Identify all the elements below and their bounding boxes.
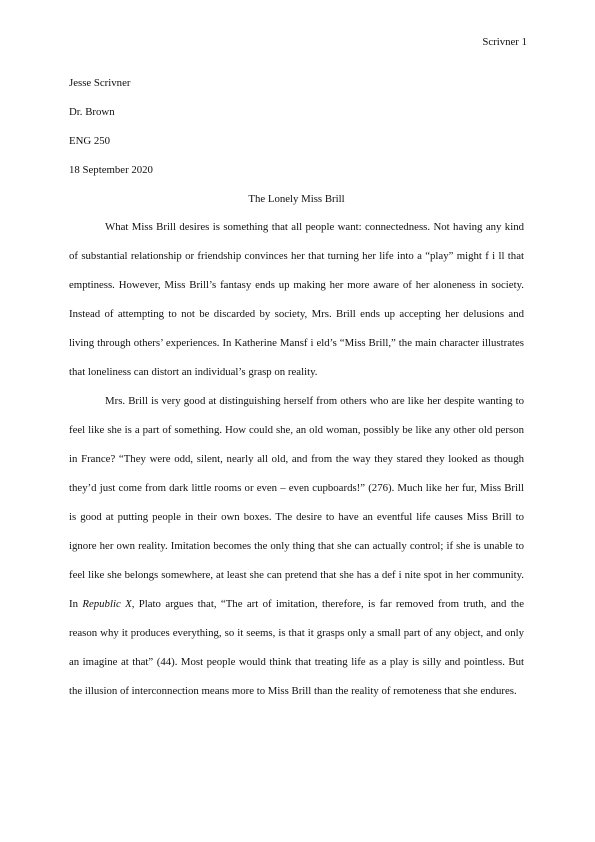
instructor-name: Dr. Brown bbox=[69, 105, 115, 118]
paragraph-2-text-a: Mrs. Brill is very good at distinguishing herself from others who are like her despite wanting to feel like she is a part of something. How could she, an old woman, possibly be like any other old person in France? “They were odd, silent, nearly all old, and from the way they stared they looked as though they’d just come from dark little rooms or even – even cupboards!” (276). Much like her fur, Miss Brill is good at putting people in their own boxes. The desire to have an eventful life causes Miss Brill to ignore her own reality. Imitation becomes the only thing that she can actually control; if she is unable to feel like she belongs somewhere, at least she can pretend that she has a def i nite spot in her community. In bbox=[69, 395, 524, 610]
paragraph-2 bbox=[69, 387, 524, 705]
paragraph-2-text-b: , Plato argues that, “The art of imitation, therefore, is far removed from truth, and the reason why it produces everything, so it seems, is that it grasps only a small part of any object, and only an imagine at that” (44). Most people would think that treating life as a play is silly and pointless. But the illusion of interconnection means more to Miss Brill than the reality of remoteness that she endures. bbox=[69, 597, 525, 697]
paragraph-1: What Miss Brill desires is something that all people want: connectedness. Not having any kind of substantial relationship or friendship convinces her that turning her life into a “play” might f i ll that emptiness. However, Miss Brill’s fantasy ends up making her more aware of her aloneness in society. Instead of attempting to not be discarded by society, Mrs. Brill ends up accepting her delusions and living through others’ experiences. In Katherine Mansf i eld’s “Miss Brill,” the main character illustrates that loneliness can distort an individual’s grasp on reality. bbox=[69, 221, 524, 379]
paper-body bbox=[69, 69, 524, 706]
running-head: Scrivner 1 bbox=[482, 36, 527, 48]
paper-title: The Lonely Miss Brill bbox=[248, 192, 345, 205]
student-name: Jesse Scrivner bbox=[69, 77, 131, 89]
course-name: ENG 250 bbox=[69, 134, 111, 147]
paragraph-2-italic-title: Republic X bbox=[82, 597, 132, 610]
paper-date: 18 September 2020 bbox=[69, 163, 153, 176]
